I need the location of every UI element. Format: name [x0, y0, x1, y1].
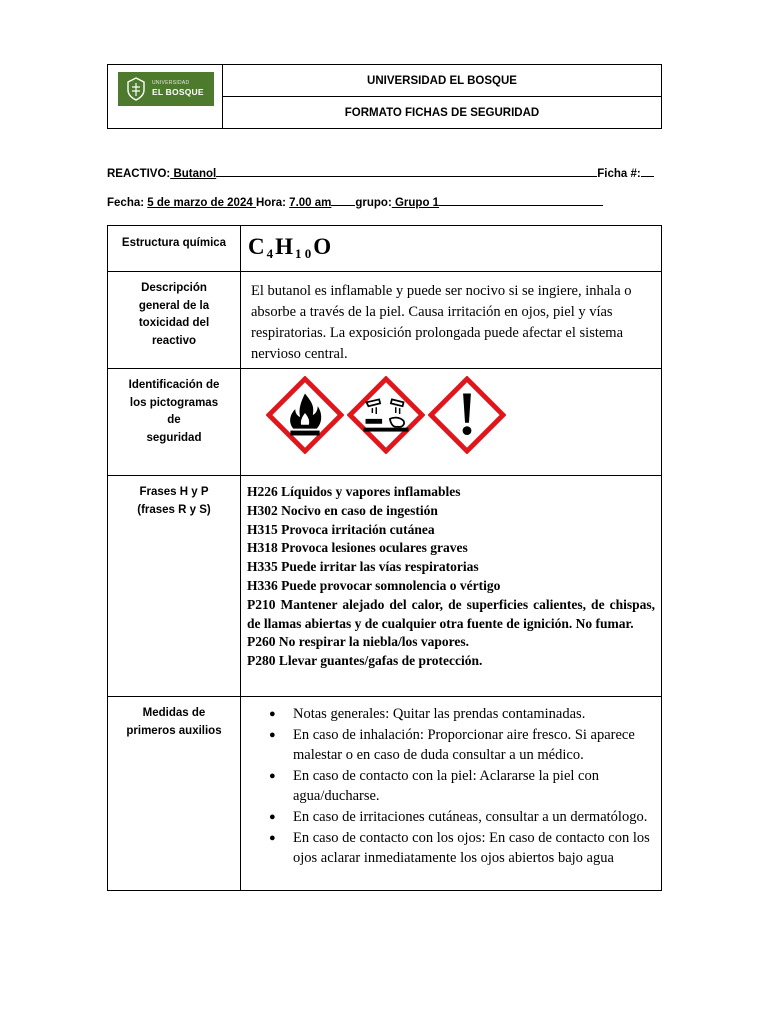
phrase-p280: P280 Llevar guantes/gafas de protección. — [247, 653, 483, 669]
grupo-value: Grupo 1 — [391, 197, 440, 209]
row-auxilios — [108, 696, 661, 890]
first-aid-item: ● En caso de inhalación: Proporcionar aire fresco. Si aparece malestar o en caso de duda consultar a un médico. — [269, 725, 651, 766]
hora-value: 7.00 am — [289, 197, 332, 209]
auxilios-label: Medidas de primeros auxilios — [108, 697, 241, 890]
reactivo-value: Butanol — [170, 168, 217, 180]
pictogramas-label: Identificación de los pictogramas de seguridad — [108, 369, 241, 475]
first-aid-item: ● En caso de irritaciones cutáneas, consultar a un dermatólogo. — [269, 807, 651, 828]
hora-label: Hora: — [255, 197, 290, 209]
fecha-value: 5 de marzo de 2024 — [147, 197, 256, 209]
hora-blank-line — [331, 204, 355, 206]
row-frases — [108, 475, 661, 696]
reactivo-line — [107, 168, 654, 180]
header-table — [107, 64, 662, 129]
hazard-phrases — [247, 483, 655, 671]
phrase-h302: H302 Nocivo en caso de ingestión — [247, 502, 438, 518]
reactivo-label: REACTIVO: — [107, 168, 171, 180]
phrase-h226: H226 Líquidos y vapores inflamables — [247, 484, 461, 499]
exclamation-pictogram-icon — [428, 376, 506, 454]
descripcion-label: Descripción general de la toxicidad del reactivo — [108, 272, 241, 368]
fecha-label: Fecha: — [107, 197, 148, 209]
first-aid-item: ● En caso de contacto con los ojos: En caso de contacto con los ojos aclarar inmediatamente los ojos abiertos bajo agua — [269, 828, 651, 869]
toxicity-description: El butanol es inflamable y puede ser nocivo si se ingiere, inhala o absorbe a través de la piel. Causa irritación en ojos, piel y vías respiratorias. La exposición prolongada puede afectar el sistema nervioso central. — [251, 283, 632, 362]
logo-big-text: EL BOSQUE — [152, 87, 204, 98]
phrase-h315: H315 Provoca irritación cutánea — [247, 521, 435, 537]
form-title: FORMATO FICHAS DE SEGURIDAD — [344, 106, 540, 119]
university-logo — [118, 72, 214, 106]
frases-label: Frases H y P (frases R y S) — [108, 476, 241, 696]
formula-h: H — [275, 234, 294, 259]
phrase-h318: H318 Provoca lesiones oculares graves — [247, 540, 468, 556]
corrosion-pictogram-icon — [347, 376, 425, 454]
phrase-p260: P260 No respirar la niebla/los vapores. — [247, 634, 470, 650]
formula-o: O — [313, 234, 332, 259]
formula-c: C — [248, 234, 265, 259]
fecha-line — [107, 197, 603, 209]
formula-c-count: 4 — [266, 246, 274, 261]
grupo-label: grupo: — [355, 197, 392, 209]
auxilios-value — [241, 697, 661, 890]
phrase-h336: H336 Puede provocar somnolencia o vértigo — [247, 577, 501, 593]
chemical-formula — [248, 234, 331, 262]
estructura-label: Estructura química — [108, 226, 241, 271]
row-estructura — [108, 226, 661, 271]
university-crest-icon — [126, 77, 146, 101]
row-descripcion — [108, 271, 661, 368]
phrase-p210: P210 Mantener alejado del calor, de superficies calientes, de chispas, de llamas abiertas y de cualquier otra fuente de ignición. No fumar. — [247, 596, 655, 631]
pictogramas-value — [241, 369, 661, 475]
grupo-blank-line — [439, 204, 603, 206]
row-pictogramas — [108, 368, 661, 475]
frases-value — [241, 476, 661, 696]
descripcion-value — [241, 272, 661, 368]
reactivo-blank-line — [216, 175, 597, 177]
logo-small-text: UNIVERSIDAD — [152, 80, 190, 87]
university-name: UNIVERSIDAD EL BOSQUE — [223, 65, 661, 97]
formula-h-count: 1 0 — [295, 246, 312, 261]
phrase-h335: H335 Puede irritar las vías respiratorias — [247, 559, 479, 575]
estructura-value — [241, 226, 661, 271]
first-aid-item: ● Notas generales: Quitar las prendas contaminadas. — [269, 704, 651, 725]
ficha-label: Ficha #: — [597, 168, 641, 180]
first-aid-item: ● En caso de contacto con la piel: Aclararse la piel con agua/ducharse. — [269, 766, 651, 807]
safety-table — [107, 225, 662, 891]
first-aid-list — [269, 704, 651, 869]
logo-cell — [108, 65, 223, 128]
flame-pictogram-icon — [266, 376, 344, 454]
ficha-blank-line — [641, 175, 654, 177]
